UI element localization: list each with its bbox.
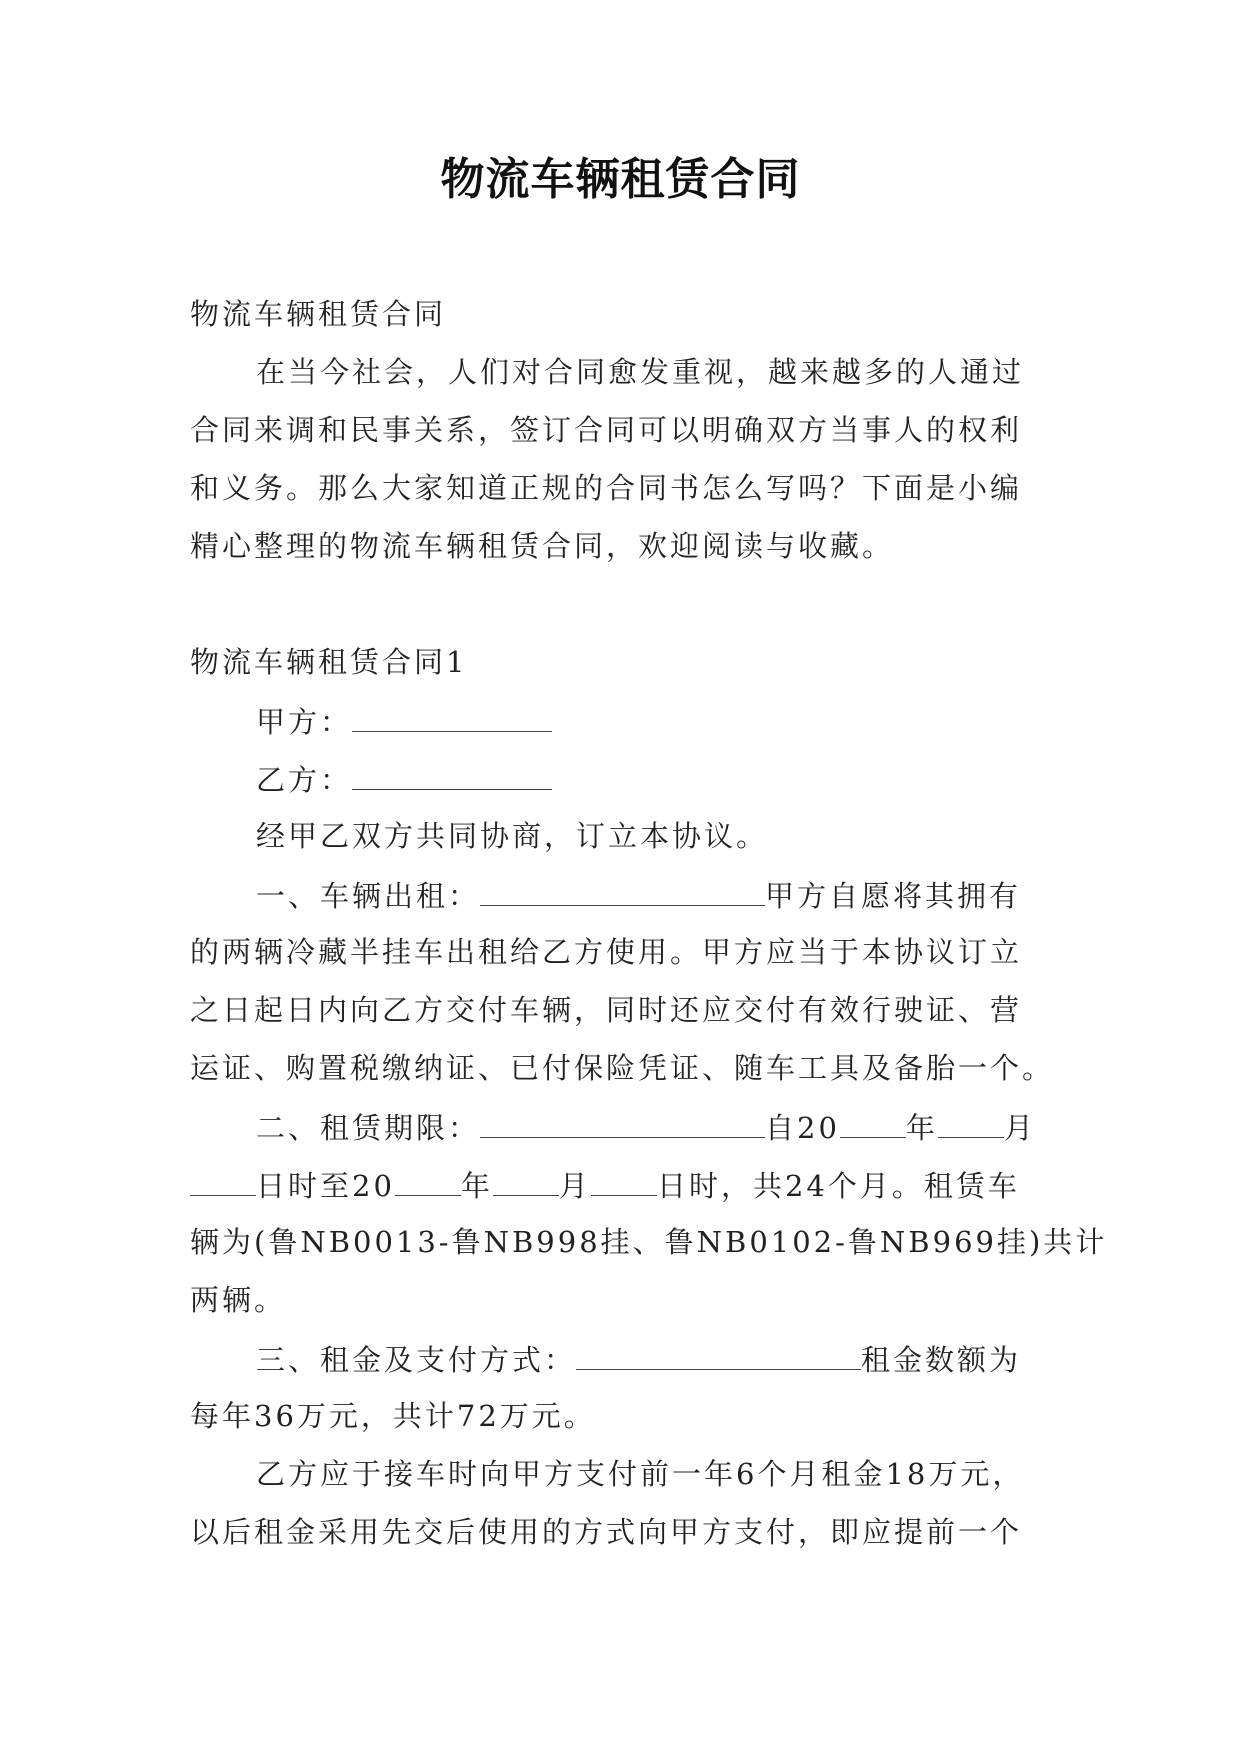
clause2-year: 年: [905, 1111, 938, 1145]
party-b-blank: [352, 749, 552, 790]
clause1-blank: [480, 865, 765, 906]
clause1-first-line: [190, 865, 1054, 923]
party-b-label: 乙方：: [256, 763, 353, 797]
clause2-end-year: 年: [460, 1169, 493, 1203]
clause3-label: 三、租金及支付方式：: [256, 1343, 577, 1377]
document-title: 物流车辆租赁合同: [440, 154, 801, 205]
clause2-label: 二、租赁期限：: [256, 1111, 481, 1145]
clause2-second-line: [190, 1155, 1054, 1213]
clause2-month: 月: [1003, 1111, 1036, 1145]
end-month-blank: [493, 1155, 559, 1196]
party-a-line: [190, 691, 1054, 749]
clause1-after-blank: 甲方自愿将其拥有: [765, 879, 1022, 913]
clause3-blank: [576, 1329, 861, 1370]
clause3-first-line: [190, 1329, 1054, 1387]
clause2-day-to: 日时至20: [256, 1169, 395, 1203]
year-blank: [840, 1097, 906, 1138]
section-heading: 物流车辆租赁合同1: [190, 645, 468, 679]
clause2-from: 自20: [765, 1111, 840, 1145]
payment-line: 乙方应于接车时向甲方支付前一年6个月租金18万元，: [256, 1457, 1025, 1491]
intro-line: 精心整理的物流车辆租赁合同，欢迎阅读与收藏。: [190, 529, 895, 563]
end-year-blank: [395, 1155, 461, 1196]
intro-line: 在当今社会，人们对合同愈发重视，越来越多的人通过: [256, 355, 1025, 389]
end-day-blank: [591, 1155, 657, 1196]
document-subtitle: 物流车辆租赁合同: [190, 297, 447, 331]
clause3-after-blank: 租金数额为: [861, 1343, 1022, 1377]
clause1-line: 运证、购置税缴纳证、已付保险凭证、随车工具及备胎一个。: [190, 1051, 1055, 1085]
month-blank: [938, 1097, 1004, 1138]
clause2-end-month: 月: [558, 1169, 591, 1203]
clause2-blank: [480, 1097, 765, 1138]
paragraph-gap: [190, 575, 1054, 633]
intro-line: 和义务。那么大家知道正规的合同书怎么写吗？下面是小编: [190, 471, 1023, 505]
party-b-line: [190, 749, 1054, 807]
party-a-label: 甲方：: [256, 705, 353, 739]
day-blank: [190, 1155, 256, 1196]
clause1-label: 一、车辆出租：: [256, 879, 481, 913]
party-a-blank: [352, 691, 552, 732]
payment-line: 以后租金采用先交后使用的方式向甲方支付，即应提前一个: [190, 1515, 1023, 1549]
clause2-first-line: [190, 1097, 1054, 1155]
document-body: [190, 285, 1108, 1561]
agreement-line: 经甲乙双方共同协商，订立本协议。: [256, 819, 769, 853]
clause2-line: 辆为(鲁NB0013-鲁NB998挂、鲁NB0102-鲁NB969挂)共计: [190, 1225, 1108, 1259]
clause1-line: 之日起日内向乙方交付车辆，同时还应交付有效行驶证、营: [190, 993, 1023, 1027]
clause2-day-total: 日时，共24个月。租赁车: [656, 1169, 1020, 1203]
clause1-line: 的两辆冷藏半挂车出租给乙方使用。甲方应当于本协议订立: [190, 935, 1023, 969]
clause2-line: 两辆。: [190, 1283, 287, 1317]
intro-line: 合同来调和民事关系，签订合同可以明确双方当事人的权利: [190, 413, 1023, 447]
clause3-line: 每年36万元，共计72万元。: [190, 1399, 596, 1433]
